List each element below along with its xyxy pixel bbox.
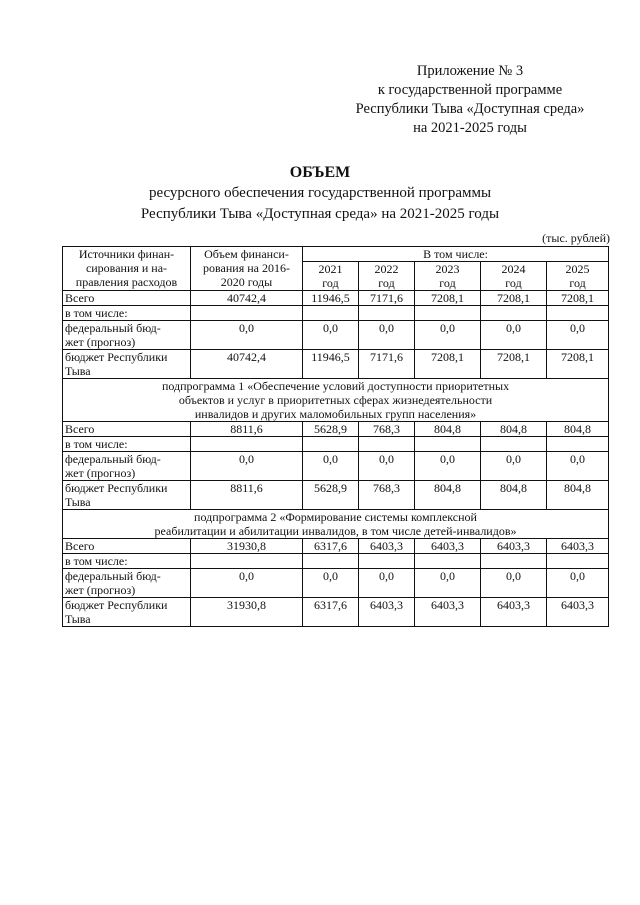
row-label: в том числе: (63, 306, 191, 321)
row-label-line: федеральный бюд- (65, 321, 161, 335)
cell-value: 804,8 (547, 481, 609, 510)
row-label (63, 452, 191, 481)
cell-value: 0,0 (547, 321, 609, 350)
table-row-total (63, 291, 609, 306)
appendix-note (340, 62, 600, 138)
cell-value: 7171,6 (359, 291, 415, 306)
cell-value: 768,3 (359, 481, 415, 510)
cell-value: 31930,8 (191, 539, 303, 554)
cell-value: 11946,5 (303, 291, 359, 306)
cell-value: 0,0 (191, 569, 303, 598)
header-year (303, 262, 359, 291)
table-section (63, 291, 609, 379)
cell-value: 8811,6 (191, 481, 303, 510)
header-year (481, 262, 547, 291)
table-row-federal (63, 321, 609, 350)
header-text: рования на 2016- (203, 261, 290, 275)
heading-line: инвалидов и других маломобильных групп населения» (194, 407, 477, 421)
cell-value: 7208,1 (415, 291, 481, 306)
cell-value: 6403,3 (415, 598, 481, 627)
title-line: Республики Тыва «Доступная среда» на 2021-2025 годы (140, 206, 500, 222)
cell-value: 40742,4 (191, 291, 303, 306)
cell-value: 0,0 (303, 569, 359, 598)
empty-cell (415, 437, 481, 452)
year-unit: год (439, 276, 456, 290)
table-row-republic (63, 350, 609, 379)
appendix-line: на 2021-2025 годы (413, 120, 527, 136)
empty-cell (303, 554, 359, 569)
row-label (63, 350, 191, 379)
appendix-line: Приложение № 3 (416, 63, 524, 79)
empty-cell (359, 554, 415, 569)
row-label-line: федеральный бюд- (65, 569, 161, 583)
title-main: ОБЪЕМ (289, 164, 351, 181)
table-row-republic (63, 598, 609, 627)
table-row-total (63, 422, 609, 437)
row-label-line: бюджет Республики (65, 350, 168, 364)
empty-cell (481, 554, 547, 569)
cell-value: 804,8 (547, 422, 609, 437)
table-row-including (63, 554, 609, 569)
resource-table (62, 246, 609, 627)
empty-cell (415, 554, 481, 569)
subprogram-heading (63, 510, 609, 539)
row-label-line: бюджет Республики (65, 598, 168, 612)
row-label-line: Тыва (65, 495, 91, 509)
header-text: сирования и на- (85, 261, 168, 275)
cell-value: 0,0 (481, 452, 547, 481)
appendix-line: Республики Тыва «Доступная среда» (355, 101, 585, 117)
cell-value: 5628,9 (303, 481, 359, 510)
cell-value: 0,0 (547, 452, 609, 481)
empty-cell (191, 554, 303, 569)
table-section (63, 510, 609, 627)
header-text: правления расходов (75, 275, 178, 289)
cell-value: 7208,1 (481, 350, 547, 379)
row-label: в том числе: (63, 554, 191, 569)
year-unit: год (569, 276, 586, 290)
table-row-republic (63, 481, 609, 510)
year-value: 2025 (565, 262, 590, 276)
row-label-line: жет (прогноз) (65, 583, 136, 597)
table-row-including (63, 306, 609, 321)
header-text: Источники финан- (78, 247, 175, 261)
table-row-including (63, 437, 609, 452)
row-label (63, 569, 191, 598)
appendix-line: к государственной программе (377, 82, 563, 98)
cell-value: 0,0 (415, 321, 481, 350)
heading-line: объектов и услуг в приоритетных сферах жизнедеятельности (178, 393, 493, 407)
cell-value: 0,0 (303, 452, 359, 481)
cell-value: 0,0 (359, 452, 415, 481)
cell-value: 6403,3 (415, 539, 481, 554)
cell-value: 0,0 (547, 569, 609, 598)
cell-value: 768,3 (359, 422, 415, 437)
row-label-line: Тыва (65, 612, 91, 626)
header-year (547, 262, 609, 291)
row-label-line: жет (прогноз) (65, 466, 136, 480)
cell-value: 804,8 (415, 422, 481, 437)
year-value: 2023 (435, 262, 460, 276)
cell-value: 804,8 (481, 481, 547, 510)
cell-value: 0,0 (415, 452, 481, 481)
row-label: в том числе: (63, 437, 191, 452)
empty-cell (481, 306, 547, 321)
heading-line: подпрограмма 2 «Формирование системы комплексной (194, 510, 477, 524)
cell-value: 11946,5 (303, 350, 359, 379)
cell-value: 6317,6 (303, 598, 359, 627)
year-unit: год (505, 276, 522, 290)
cell-value: 6403,3 (547, 539, 609, 554)
empty-cell (547, 306, 609, 321)
cell-value: 7208,1 (547, 291, 609, 306)
header-year (359, 262, 415, 291)
header-year (415, 262, 481, 291)
table-row-federal (63, 569, 609, 598)
empty-cell (303, 306, 359, 321)
year-unit: год (378, 276, 395, 290)
cell-value: 8811,6 (191, 422, 303, 437)
year-value: 2022 (374, 262, 399, 276)
empty-cell (191, 437, 303, 452)
heading-line: подпрограмма 1 «Обеспечение условий доступности приоритетных (161, 379, 510, 393)
cell-value: 6317,6 (303, 539, 359, 554)
cell-value: 804,8 (481, 422, 547, 437)
row-label (63, 598, 191, 627)
year-value: 2021 (318, 262, 343, 276)
cell-value: 0,0 (191, 321, 303, 350)
row-label: Всего (63, 422, 191, 437)
document-title (0, 162, 640, 225)
table-section (63, 379, 609, 510)
row-label (63, 481, 191, 510)
table-row-total (63, 539, 609, 554)
empty-cell (547, 437, 609, 452)
header-source (63, 247, 191, 291)
cell-value: 0,0 (481, 569, 547, 598)
cell-value: 804,8 (415, 481, 481, 510)
year-unit: год (322, 276, 339, 290)
empty-cell (481, 437, 547, 452)
cell-value: 0,0 (359, 321, 415, 350)
empty-cell (547, 554, 609, 569)
units-note: (тыс. рублей) (542, 231, 610, 245)
cell-value: 5628,9 (303, 422, 359, 437)
cell-value: 0,0 (481, 321, 547, 350)
cell-value: 7208,1 (415, 350, 481, 379)
row-label-line: жет (прогноз) (65, 335, 136, 349)
row-label: Всего (63, 291, 191, 306)
cell-value: 0,0 (415, 569, 481, 598)
cell-value: 6403,3 (481, 539, 547, 554)
header-volume (191, 247, 303, 291)
empty-cell (359, 306, 415, 321)
row-label-line: федеральный бюд- (65, 452, 161, 466)
cell-value: 0,0 (303, 321, 359, 350)
cell-value: 7208,1 (481, 291, 547, 306)
table-row-federal (63, 452, 609, 481)
subprogram-heading-row (63, 379, 609, 422)
empty-cell (303, 437, 359, 452)
cell-value: 6403,3 (547, 598, 609, 627)
header-text: Объем финанси- (204, 247, 289, 261)
row-label-line: бюджет Республики (65, 481, 168, 495)
row-label (63, 321, 191, 350)
empty-cell (415, 306, 481, 321)
cell-value: 7208,1 (547, 350, 609, 379)
cell-value: 7171,6 (359, 350, 415, 379)
empty-cell (359, 437, 415, 452)
subprogram-heading-row (63, 510, 609, 539)
cell-value: 6403,3 (359, 598, 415, 627)
cell-value: 40742,4 (191, 350, 303, 379)
header-text: 2020 годы (220, 275, 273, 289)
year-value: 2024 (501, 262, 526, 276)
cell-value: 31930,8 (191, 598, 303, 627)
cell-value: 6403,3 (481, 598, 547, 627)
row-label: Всего (63, 539, 191, 554)
empty-cell (191, 306, 303, 321)
header-including: В том числе: (303, 247, 609, 262)
heading-line: реабилитации и абилитации инвалидов, в том числе детей-инвалидов» (154, 524, 517, 538)
title-line: ресурсного обеспечения государственной программы (148, 185, 492, 201)
cell-value: 0,0 (191, 452, 303, 481)
row-label-line: Тыва (65, 364, 91, 378)
cell-value: 0,0 (359, 569, 415, 598)
subprogram-heading (63, 379, 609, 422)
cell-value: 6403,3 (359, 539, 415, 554)
